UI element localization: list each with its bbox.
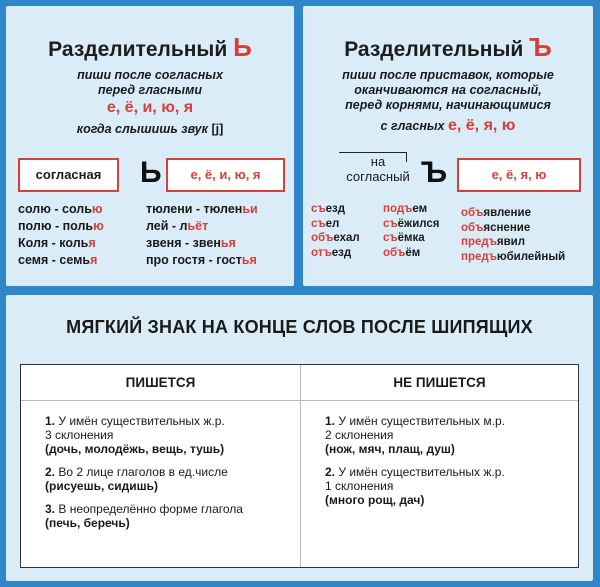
example-item: про гостя - гостья [146,253,257,267]
list-item: 1. У имён существительных м.р. 2 склонения (нож, мяч, плащ, душ) [325,414,505,456]
table-header-not-written: НЕ ПИШЕТСЯ [301,365,578,401]
hard-sign-panel [303,6,593,286]
consonant-box: согласная [18,158,119,192]
example-item: солю - солью [18,202,103,216]
soft-sign-scheme-letter: Ь [140,156,162,189]
example-item: тюлени - тюленьи [146,202,258,216]
hard-sign-rule-line3: перед корнями, начинающимися [345,98,551,112]
hard-sign-rule-line1: пиши после приставок, которые [342,68,554,82]
rule-table [20,364,579,568]
example-item: подъем [383,203,428,215]
sibilant-panel [6,295,593,581]
example-item: объехал [311,232,360,244]
soft-sign-vowel-box: е, ё, и, ю, я [166,158,285,192]
hard-sign-vowels: е, ё, я, ю [447,117,516,134]
example-item: полю - полью [18,219,104,233]
example-item: Коля - колья [18,236,96,250]
hard-sign-examples-col2 [383,202,440,260]
soft-sign-letter: Ь [233,32,252,62]
soft-sign-rule-line2: перед гласными [98,83,202,97]
example-item: съел [311,217,340,230]
example-item: съезд [311,203,346,215]
written-cases [45,414,295,539]
example-item: лей - льёт [146,219,209,233]
soft-sign-examples-col1 [18,201,104,269]
soft-sign-examples-col2 [146,201,258,269]
sibilant-title: МЯГКИЙ ЗНАК НА КОНЦЕ СЛОВ ПОСЛЕ ШИПЯЩИХ [66,317,533,337]
hard-sign-vowel-box: е, ё, я, ю [457,158,581,192]
example-item: отъезд [311,246,352,259]
example-item: съёжился [383,217,440,230]
hard-sign-examples-col3 [461,206,565,264]
soft-sign-title [6,32,294,63]
table-divider [300,365,301,567]
example-item: объявление [461,207,531,219]
soft-sign-sound: [j] [211,122,224,136]
hard-sign-examples-col1 [311,202,360,260]
example-item: объём [383,246,421,259]
soft-sign-vowels: е, ё, и, ю, я [106,99,194,116]
example-item: предъявил [461,236,526,248]
soft-sign-title-text: Разделительный [48,38,228,61]
soft-sign-rule-line3: когда слышишь звук [76,122,208,136]
list-item: 1. У имён существительных ж.р. 3 склонения (дочь, молодёжь, вещь, тушь) [45,414,225,456]
example-item: съёмка [383,232,425,244]
hard-sign-title [303,32,593,63]
list-item: 3. В неопределённо форме глагола (печь, беречь) [45,502,243,530]
table-header-written: ПИШЕТСЯ [21,365,300,401]
prefix-label: на согласный [346,154,410,184]
example-item: семя - семья [18,253,98,267]
soft-sign-rule-line1: пиши после согласных [77,68,223,82]
soft-sign-panel [6,6,294,286]
example-item: предъюбилейный [461,250,566,263]
list-item: 2. У имён существительных ж.р. 1 склонения (много рощ, дач) [325,465,505,507]
example-item: объяснение [461,221,531,234]
hard-sign-rule-line4: с гласных [380,119,445,133]
example-item: звеня - звенья [146,236,236,250]
hard-sign-letter: Ъ [529,32,552,62]
not-written-cases [325,414,575,516]
hard-sign-rule-line2: оканчиваются на согласный, [354,83,542,97]
list-item: 2. Во 2 лице глаголов в ед.числе (рисуешь, сидишь) [45,465,228,493]
hard-sign-title-text: Разделительный [344,38,524,61]
hard-sign-scheme-letter: Ъ [421,156,448,189]
